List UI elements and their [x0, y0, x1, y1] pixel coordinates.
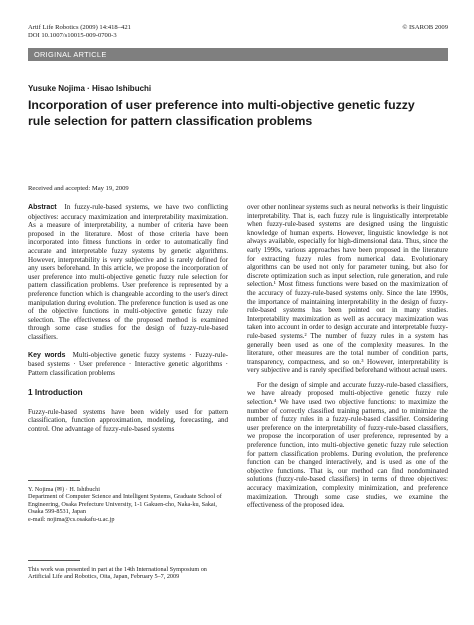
- affiliation-text: Department of Computer Science and Intelligent Systems, Graduate School of Engineering, Osaka Prefecture University, 1-1 Gakuen-cho, Naka-ku, Sakai, Osaka 599-8531, Japan: [28, 493, 222, 516]
- abstract-label: Abstract: [28, 204, 57, 211]
- intro-para-2: For the design of simple and accurate fuzzy-rule-based classifiers, we have already proposed multi-objective genetic fuzzy rule selection.⁴ We have used two objective functions: to maximize the number of correctly classified training patterns, and to minimize the number of fuzzy rules in a fuzzy-rule-based classifier. Considering user preference on the interpretability of fuzzy-rule-based classifiers, we propose the incorporation of user preference, represented by a preference function, into multi-objective genetic fuzzy rule selection for pattern classification problems. During evolution, the preference function can be changed interactively, and is used as one of the objective functions. That is, our method can find nondominated solutions (fuzzy-rule-based classifiers) in terms of three objectives: accuracy maximization, complexity minimization, and preference maximization. Through some case studies, we examine the effectiveness of the proposed idea.: [247, 380, 448, 510]
- paper-title: Incorporation of user preference into multi-objective genetic fuzzy rule selection for pattern classification problems: [28, 98, 415, 128]
- keywords-label: Key words: [28, 351, 66, 359]
- journal-citation: [28, 24, 131, 41]
- intro-text: Fuzzy-rule-based systems have been widely used for pattern classification, function approximation, modeling, forecasting, and control. One advantage of fuzzy-rule-based systems: [28, 407, 228, 434]
- email-text: e-mail: nojima@cs.osakafu-u.ac.jp: [28, 515, 115, 523]
- footnote-rule: [28, 480, 80, 481]
- left-column: [28, 203, 228, 434]
- footnote-rule-2: [28, 560, 80, 561]
- section-heading: 1 Introduction: [28, 388, 83, 398]
- abstract-text: In fuzzy-rule-based systems, we have two conflicting objectives: accuracy maximization and interpretability maximization. As a measure of interpretability, a number of criteria have been proposed in the literature. Most of those criteria have been incorporated into fitness functions in order to automatically find accurate and interpretable fuzzy systems by genetic algorithms. However, interpretability is very subjective and is rarely defined for any users beforehand. In this article, we propose the incorporation of user preference into multi-objective genetic fuzzy rule selection for pattern classification problems. User preference is represented by a preference function which is changeable according to the user's direct manipulation during evolution. The preference function is used as one of the objective functions in multi-objective genetic fuzzy rule selection. The effectiveness of the proposed method is examined through some case studies for the design of fuzzy-rule-based classifiers.: [28, 203, 228, 341]
- authors: Yusuke Nojima · Hisao Ishibuchi: [28, 84, 152, 93]
- correspondence-line: Y. Nojima (✉) · H. Ishibuchi: [28, 486, 100, 493]
- received-date: Received and accepted: May 19, 2009: [28, 185, 129, 192]
- keywords-text: Multi-objective genetic fuzzy systems · Fuzzy-rule-based systems · User preference · Interactive genetic algorithms · Pattern classification problems: [28, 350, 228, 377]
- doi-line: DOI 10.1007/s10015-009-0700-3: [28, 32, 117, 40]
- copyright: © ISAROB 2009: [402, 24, 448, 31]
- abstract: [28, 203, 228, 342]
- presentation-note: This work was presented in part at the 14th International Symposium on Artificial Life and Robotics, Oita, Japan, February 5–7, 2009: [28, 566, 207, 581]
- right-column: [247, 203, 448, 510]
- keywords: [28, 351, 228, 378]
- article-type-bar: ORIGINAL ARTICLE: [28, 48, 448, 61]
- footnote-affiliation: [28, 486, 228, 523]
- intro-para-1: over other nonlinear systems such as neural networks is their linguistic interpretability. That is, each fuzzy rule is linguistically interpretable when fuzzy-rule-based systems are designed using the linguistic knowledge of human experts. However, linguistic knowledge is not always available, especially for high-dimensional data. Thus, since the early 1990s, various approaches have been proposed in the literature for extracting fuzzy rules from numerical data. Evolutionary algorithms can be used not only for parameter tuning, but also for discrete optimization such as input selection, rule generation, and rule selection.¹ Most fitness functions were based on the maximization of the accuracy of fuzzy-rule-based systems only. Since the late 1990s, the importance of maintaining interpretability in the design of fuzzy-rule-based systems has been pointed out in many studies. Interpretability maximization as well as accuracy maximization was taken into account in order to design accurate and interpretable fuzzy-rule-based systems.² The number of fuzzy rules in a system has generally been used as one of the complexity measures. In the literature, other measures are the total number of condition parts, transparency, compactness, and so on.³ However, interpretability is very subjective and is rarely specified beforehand without actual users.: [247, 203, 448, 375]
- journal-line: Artif Life Robotics (2009) 14:418–421: [28, 24, 131, 31]
